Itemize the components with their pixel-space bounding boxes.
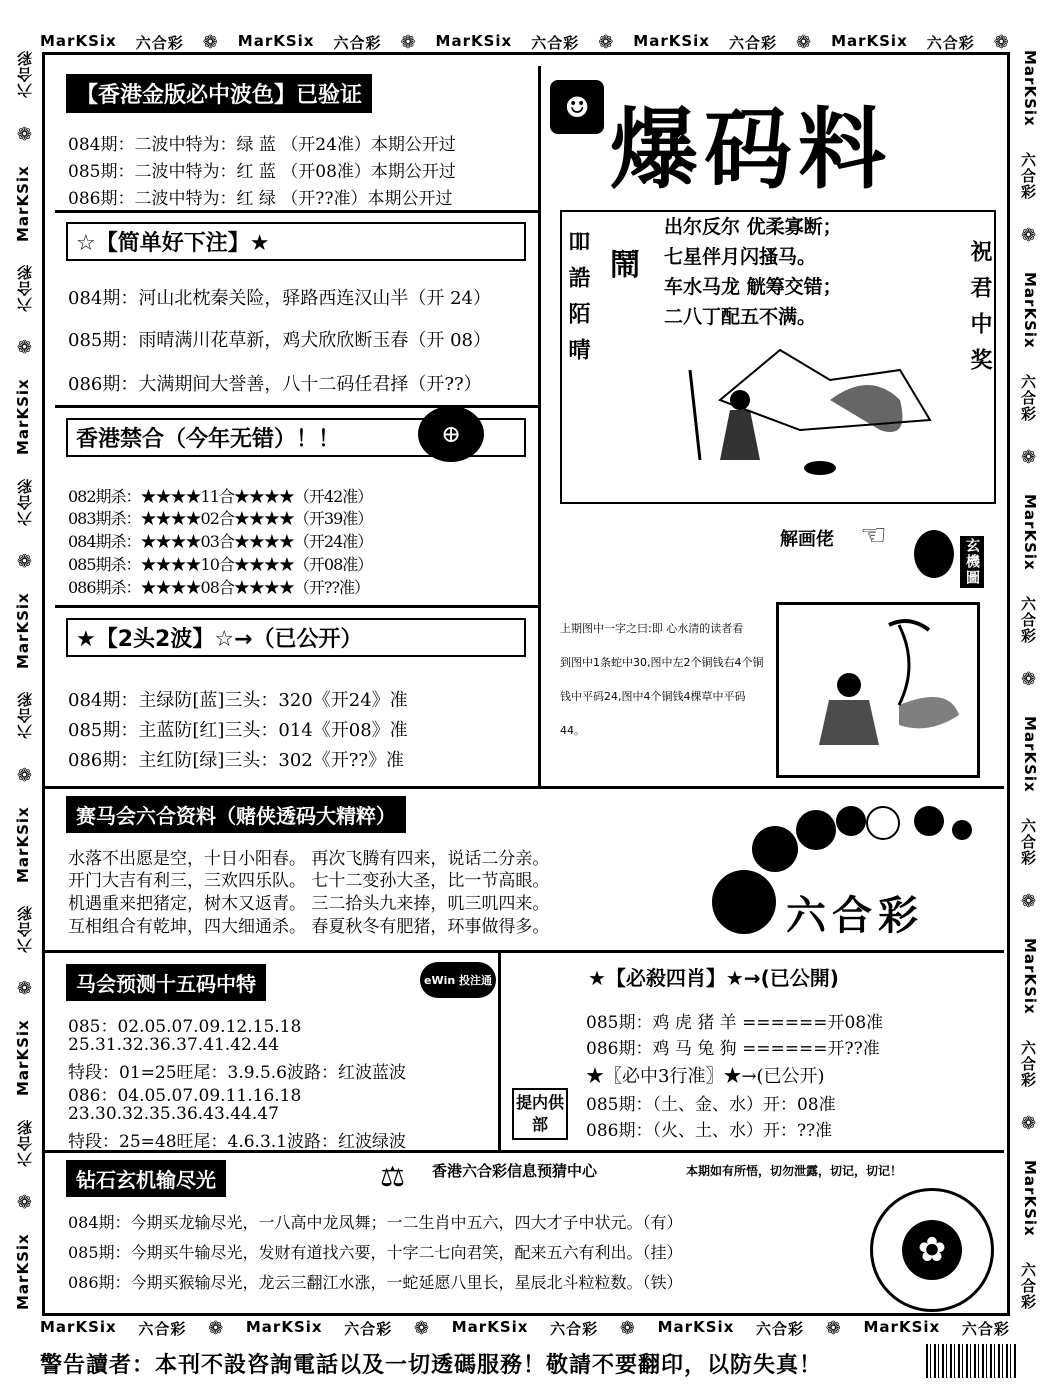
marksix-logo: MarKSix [14, 378, 32, 456]
ewin-badge: eWin 投注通 [420, 962, 496, 998]
flower-icon: ❁ [14, 975, 35, 998]
gold-wave-header: 【香港金版必中波色】已验证 [66, 74, 372, 113]
decor-circle [914, 806, 944, 836]
list-item: 23.30.32.35.36.43.44.47 [68, 1104, 279, 1124]
flower-icon: ❁ [14, 547, 35, 570]
diamond-mystery-header: 钻石玄机输尽光 [66, 1160, 226, 1197]
list-item: 084期：二波中特为：绿 蓝 （开24准）本期公开过 [68, 135, 456, 155]
flower-icon: ❁ [795, 32, 813, 53]
divider [42, 950, 1004, 953]
secret-note: 本期如有所悟，切勿泄露，切记，切记！ [686, 1164, 903, 1178]
fishing-scene-illustration [600, 340, 940, 480]
xuanji-label: 玄機圖 [960, 536, 984, 588]
marksix-logo: MarKSix [435, 32, 513, 50]
divider [55, 210, 540, 213]
flower-icon: ❁ [1018, 668, 1039, 691]
decor-circle [866, 806, 900, 840]
liuhecai-logo: 六合彩 [728, 34, 777, 52]
flower-icon: ❁ [1018, 446, 1039, 469]
list-item: 特段：01=25旺尾：3.9.5.6波路：红波蓝波 [68, 1063, 406, 1083]
liuhecai-logo: 六合彩 [16, 477, 34, 526]
marksix-logo: MarKSix [1021, 272, 1039, 349]
marksix-logo: MarKSix [1021, 716, 1039, 793]
liuhecai-logo: 六合彩 [16, 1118, 34, 1167]
marksix-logo: MarKSix [14, 592, 32, 669]
marksix-logo: MarKSix [1021, 494, 1039, 571]
scroll-poem [664, 212, 842, 332]
poem-line: 出尔反尔 优柔寡断； [664, 216, 842, 238]
sage-illustration [779, 605, 977, 775]
footer-warning: 警告讀者：本刊不設咨詢電話以及一切透碼服務！敬請不要翻印，以防失真！ [40, 1353, 823, 1378]
marksix-logo: MarKSix [14, 805, 32, 883]
liuhecai-logo: 六合彩 [1019, 595, 1037, 644]
liuhecai-logo: 六合彩 [1019, 1039, 1037, 1088]
flower-icon: ❁ [208, 1318, 225, 1339]
flower-icon: ❁ [825, 1318, 842, 1339]
liuhecai-logo: 六合彩 [16, 50, 34, 99]
liuhecai-logo: 六合彩 [16, 263, 34, 312]
flower-icon: ❁ [598, 32, 615, 53]
poem-line: 二八丁配五不满。 [664, 306, 817, 328]
marksix-logo: MarKSix [1021, 1160, 1039, 1237]
list-item: 机遇重来把猪定，树木又返青。 三二拾头九来捧，叽三叽四来。 [68, 894, 550, 914]
list-item: 084期：今期买龙输尽光，一八高中龙凤舞；一二生肖中五六，四大才子中状元。（有） [68, 1213, 683, 1232]
hk-emblem [870, 1188, 994, 1312]
flower-icon: ❁ [1018, 1113, 1039, 1136]
scale-icon: ⚖ [380, 1160, 406, 1193]
flower-icon: ❁ [14, 1188, 35, 1211]
top-border-strip [40, 32, 1010, 53]
liuhecai-logo: 六合彩 [550, 1320, 599, 1338]
jiehua-label: 解画佬 [780, 529, 834, 550]
divider [42, 786, 1004, 789]
list-item: 086：04.05.07.09.11.16.18 [68, 1086, 302, 1106]
ink-swirl-icon [914, 530, 954, 578]
decor-circle [796, 810, 836, 850]
flower-icon: ❁ [14, 761, 35, 784]
liuhecai-logo: 六合彩 [1019, 817, 1037, 866]
marksix-logo: MarKSix [14, 1233, 32, 1310]
marksix-logo: MarKSix [40, 1318, 117, 1336]
marksix-logo: MarKSix [40, 32, 117, 50]
list-item: 085期：鸡 虎 猪 羊 ======开08准 [586, 1013, 884, 1033]
liuhecai-logo: 六合彩 [961, 1320, 1010, 1338]
explanation-line: 到图中1条蛇中30,图中左2个铜钱右4个铜 [560, 656, 764, 669]
bottom-border-strip [40, 1318, 1010, 1339]
globe-icon: ⊕ [418, 406, 484, 462]
xuanji-explanation [560, 612, 770, 748]
flower-icon: ❁ [14, 120, 35, 143]
scroll-left-text: 吅誥陌晴 [565, 230, 590, 374]
list-item: 085期杀：★★★★10合★★★★（开08准） [68, 555, 373, 574]
liuhecai-logo: 六合彩 [16, 691, 34, 740]
list-item: 水落不出愿是空，十日小阳春。 再次飞腾有四来，说话二分亲。 [68, 849, 550, 869]
marksix-logo: MarKSix [633, 32, 710, 50]
column-divider [538, 66, 541, 786]
list-item: 082期杀：★★★★11合★★★★（开42准） [68, 487, 373, 506]
page-title: 爆码料 [610, 98, 893, 201]
liuhecai-logo: 六合彩 [531, 34, 580, 52]
marksix-logo: MarKSix [831, 32, 908, 50]
flower-icon: ❁ [413, 1318, 431, 1339]
liuhecai-logo: 六合彩 [756, 1320, 805, 1338]
liuhecai-logo: 六合彩 [16, 904, 34, 953]
liuhecai-logo: 六合彩 [1019, 373, 1037, 422]
list-item: 085期：二波中特为：红 蓝 （开08准）本期公开过 [68, 162, 456, 182]
explanation-line: 钱中平码24,图中4个铜钱4棵草中平码44。 [560, 690, 746, 737]
list-item: 086期：大满期间大誉善，八十二码任君择（开??） [68, 374, 482, 395]
list-item: 083期杀：★★★★02合★★★★（开39准） [68, 509, 373, 528]
decor-circle [712, 870, 776, 934]
liuhecai-logo: 六合彩 [1019, 151, 1037, 200]
marksix-logo: MarKSix [657, 1318, 735, 1336]
column-divider [498, 950, 501, 1150]
two-head-header: ★【2头2波】☆→（已公开） [66, 618, 526, 657]
internal-stamp: 提内供部 [512, 1088, 568, 1140]
list-item: 086期：（火、土、水）开：??准 [586, 1121, 833, 1141]
three-elements-header: ★〖必中3行准〗★→(已公开) [586, 1066, 825, 1087]
flower-icon: ❁ [400, 32, 417, 53]
liuhecai-logo: 六合彩 [344, 1320, 393, 1338]
liuhecai-logo: 六合彩 [138, 1320, 187, 1338]
poem-line: 车水马龙 觥筹交错； [664, 276, 842, 298]
poem-line: 七星伴月闪搔马。 [664, 246, 817, 268]
sage-illustration-frame [776, 602, 980, 778]
marksix-logo: MarKSix [14, 164, 32, 242]
forecast-center-slogan: 香港六合彩信息预猜中心 [432, 1162, 598, 1180]
barcode-icon [926, 1344, 1016, 1378]
easy-bet-header: ☆【简单好下注】★ [66, 222, 526, 261]
list-item: 085：02.05.07.09.12.15.18 [68, 1017, 302, 1037]
list-item: 086期：主红防[绿]三头：302《开??》准 [68, 750, 405, 771]
decor-circle [836, 806, 866, 836]
bauhinia-icon: ✿ [902, 1220, 962, 1280]
list-item: 25.31.32.36.37.41.42.44 [68, 1035, 279, 1055]
flower-icon: ❁ [1018, 224, 1039, 247]
scroll-right-text: 祝君中奖 [967, 240, 992, 384]
forbidden-combo-header: 香港禁合（今年无错）！！ [66, 418, 526, 457]
left-border-strip [14, 50, 38, 1310]
marksix-logo: MarKSix [14, 1019, 32, 1097]
pointing-hand-icon: ☜ [860, 518, 887, 553]
marksix-logo: MarKSix [237, 32, 315, 50]
list-item: 086期：二波中特为：红 绿 （开??准）本期公开过 [68, 189, 453, 209]
list-item: 084期：主绿防[蓝]三头：320《开24》准 [68, 690, 408, 711]
list-item: 085期：今期买牛输尽光，发财有道找六要，十字二七向君笑，配来五六有利出。（挂） [68, 1243, 683, 1262]
marksix-logo: MarKSix [1021, 938, 1039, 1015]
list-item: 085期：（土、金、水）开：08准 [586, 1095, 836, 1115]
list-item: 085期：主蓝防[红]三头：014《开08》准 [68, 720, 408, 741]
liuhecai-logo: 六合彩 [926, 34, 975, 52]
list-item: 开门大吉有利三，三欢四乐队。 七十二变孙大圣，比一节高眼。 [68, 871, 550, 891]
list-item: 特段：25=48旺尾：4.6.3.1波路：红波绿波 [68, 1132, 406, 1152]
explanation-line: 上期图中一字之曰:即 心水清的读者看 [560, 622, 744, 635]
marksix-logo: MarKSix [245, 1318, 323, 1336]
flower-icon: ❁ [993, 32, 1010, 53]
list-item: 084期：河山北枕秦关险，驿路西连汉山半（开 24） [68, 288, 491, 309]
liuhecai-logo: 六合彩 [135, 34, 184, 52]
liuhecai-logo: 六合彩 [1019, 1261, 1037, 1310]
scroll-mark: 鬧 [610, 248, 640, 283]
liuhecai-logo: 六合彩 [333, 34, 382, 52]
fifteen-codes-header: 马会预测十五码中特 [66, 964, 266, 1001]
marksix-logo: MarKSix [451, 1318, 529, 1336]
racing-club-header: 赛马会六合资料（赌侠透码大精粹） [66, 796, 406, 833]
marksix-logo: MarKSix [863, 1318, 941, 1336]
decor-circle [752, 826, 798, 872]
list-item: 085期：雨晴满川花草新，鸡犬欣欣断玉春（开 08） [68, 330, 491, 351]
flower-icon: ❁ [619, 1318, 636, 1339]
flower-icon: ❁ [202, 32, 219, 53]
must-kill-header: ★【必殺四肖】★→(已公開) [588, 966, 839, 990]
divider [55, 605, 540, 608]
list-item: 086期：鸡 马 兔 狗 ======开??准 [586, 1039, 880, 1059]
flower-icon: ❁ [14, 334, 35, 357]
marksix-logo: MarKSix [1021, 50, 1039, 127]
right-border-strip [1015, 50, 1039, 1310]
decor-circle [952, 820, 972, 840]
list-item: 086期：今期买猴输尽光，龙云三翻江水涨，一蛇延愿八里长，星辰北斗粒粒数。（铁） [68, 1273, 683, 1292]
liuhecai-logo-text: 六合彩 [786, 893, 924, 939]
list-item: 086期杀：★★★★08合★★★★（开??准） [68, 578, 370, 597]
mascot-icon: ☻ [550, 80, 604, 134]
divider [55, 405, 540, 408]
flower-icon: ❁ [1018, 891, 1039, 914]
list-item: 084期杀：★★★★03合★★★★（开24准） [68, 532, 373, 551]
list-item: 互相组合有乾坤，四大细通杀。 春夏秋冬有肥猪，环事做得多。 [68, 917, 550, 937]
